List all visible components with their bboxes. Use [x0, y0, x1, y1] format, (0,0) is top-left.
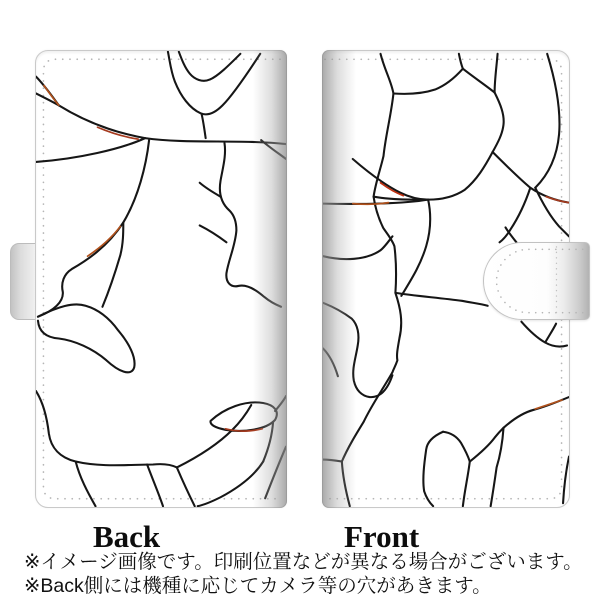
disclaimer-line-2: ※Back側には機種に応じてカメラ等の穴があきます。: [24, 575, 492, 597]
phone-case-back: [35, 50, 287, 508]
back-label: Back: [93, 519, 161, 554]
clasp-side-tab: [10, 243, 35, 320]
disclaimer-line-1: ※イメージ画像です。印刷位置などが異なる場合がございます。: [24, 551, 583, 573]
crack-pattern-back: [36, 51, 286, 507]
crack-lines-back: [36, 52, 286, 506]
front-label: Front: [344, 519, 420, 554]
clasp-flap: [483, 242, 590, 320]
clasp-stitching: [484, 243, 589, 319]
stitching-back: [43, 59, 280, 498]
